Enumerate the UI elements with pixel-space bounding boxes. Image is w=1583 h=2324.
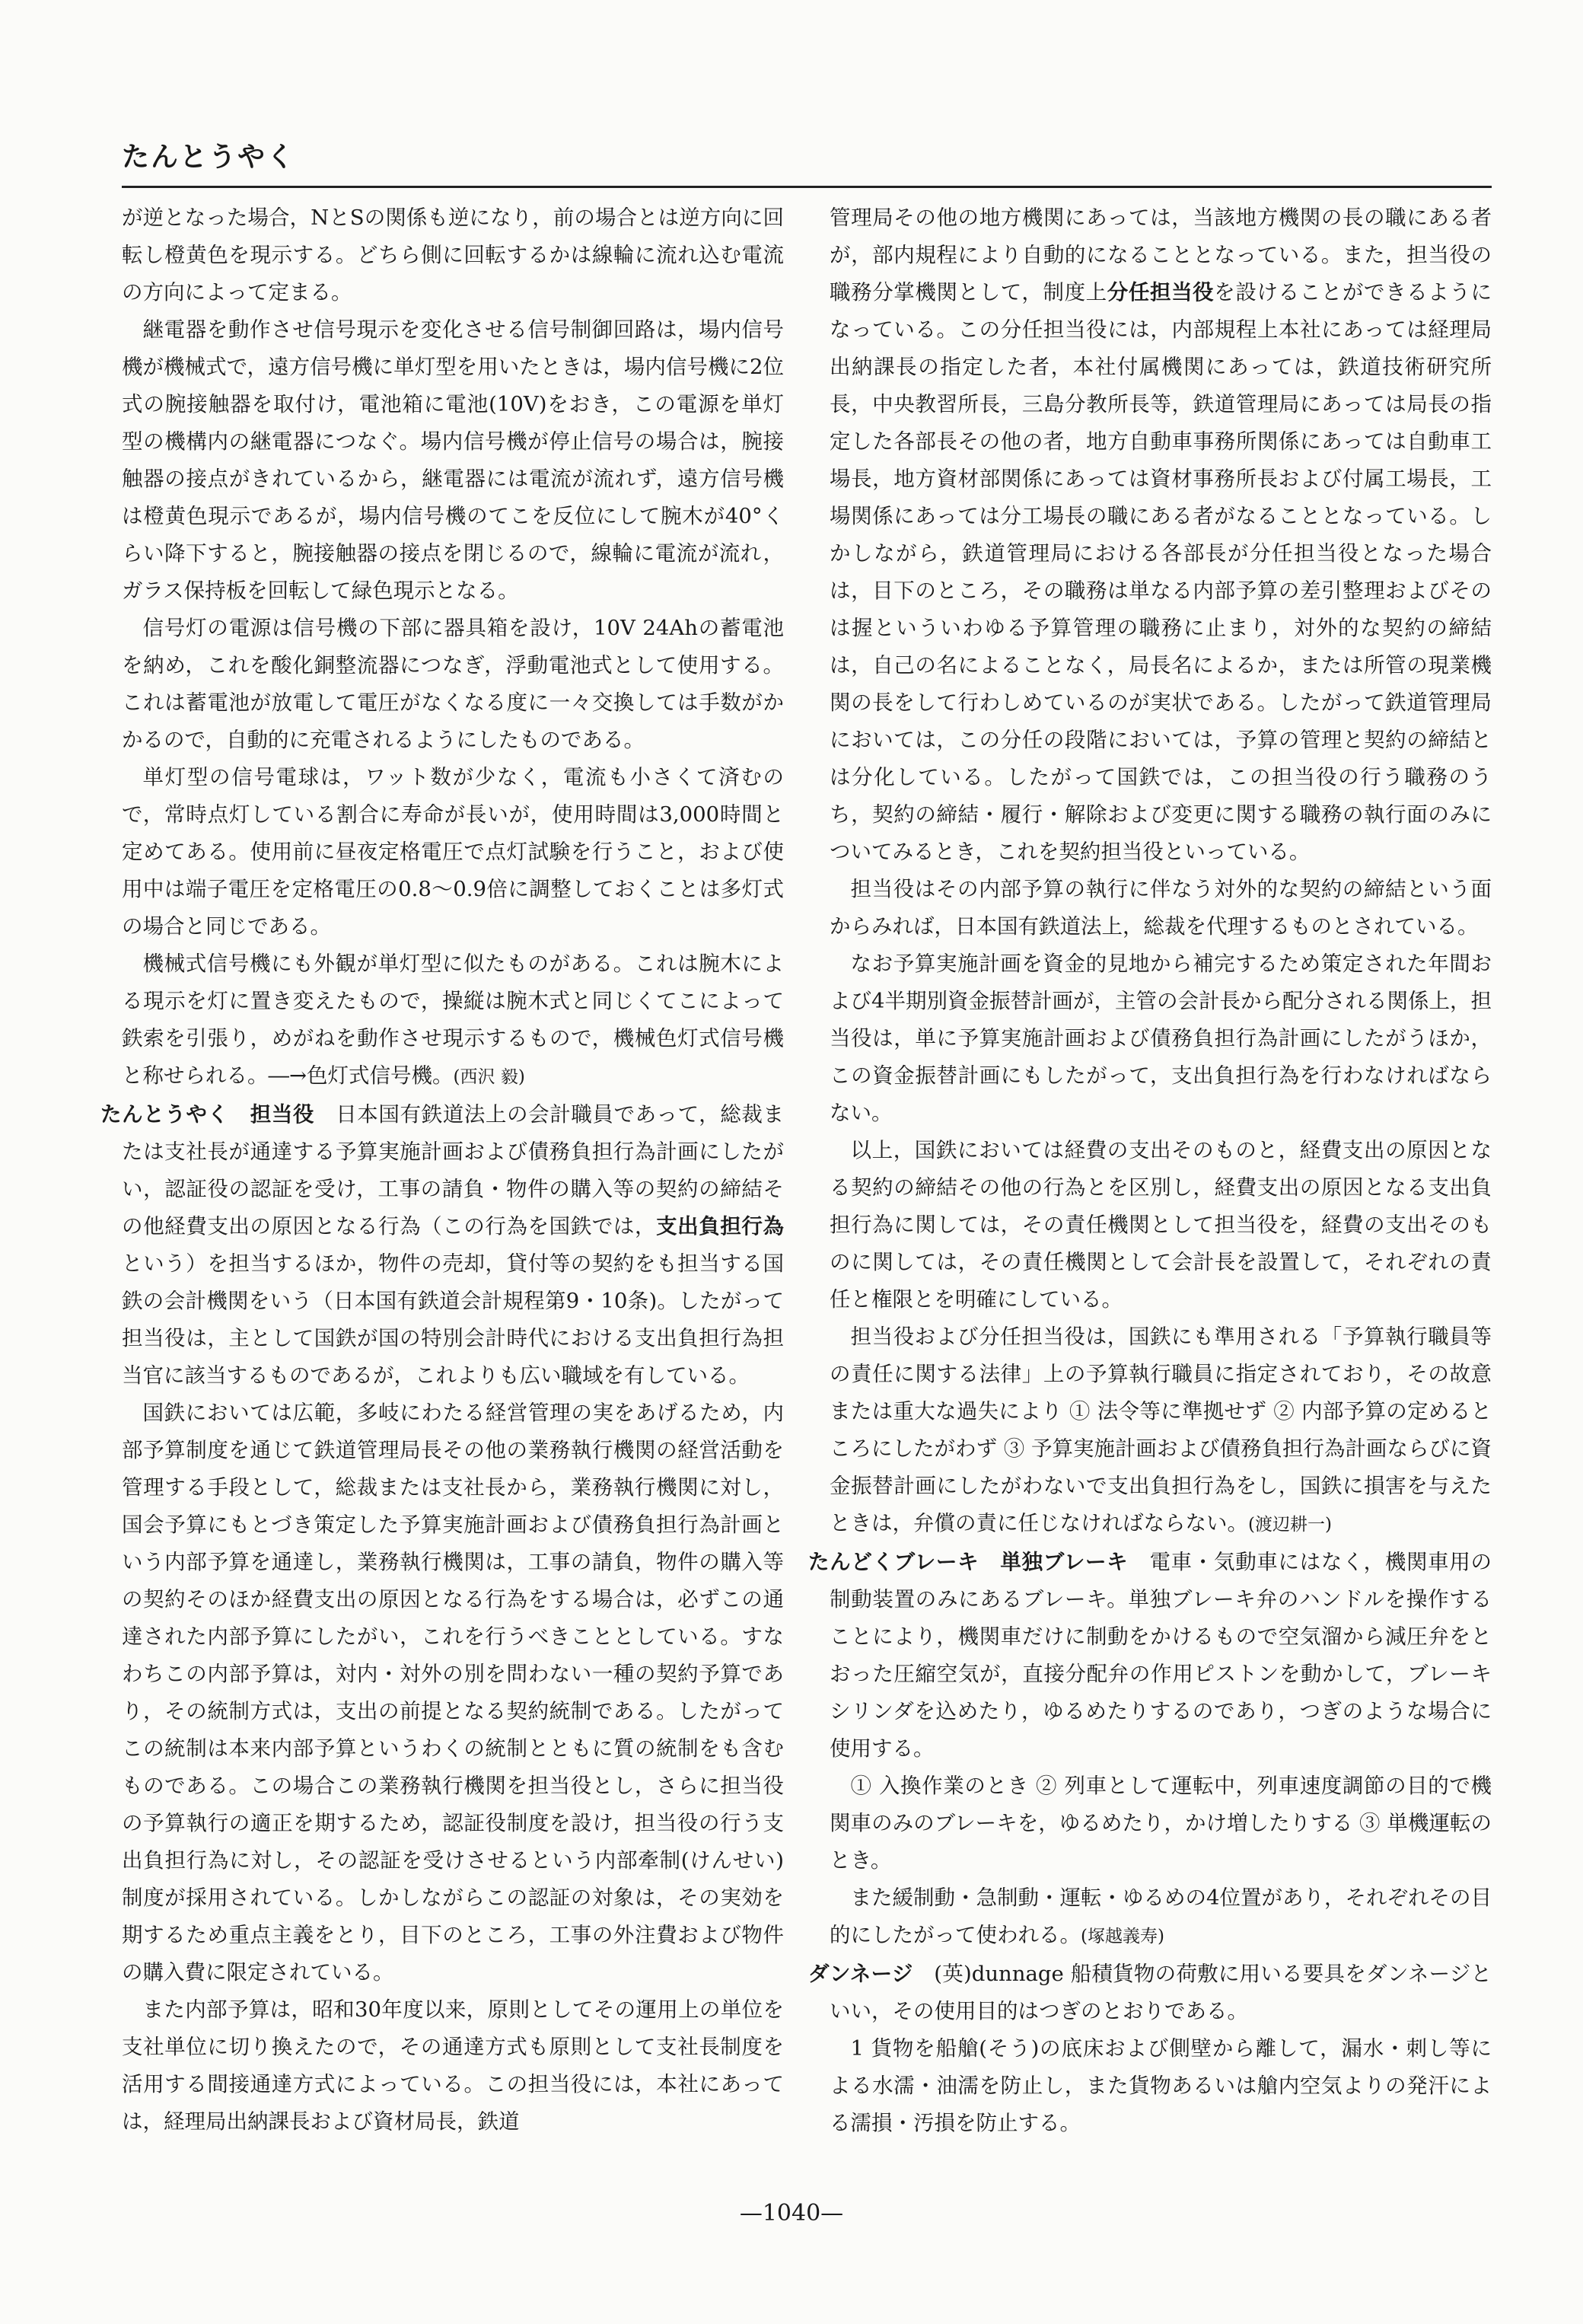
entry-kanji: 担当役 xyxy=(250,1102,315,1127)
paragraph-text: 管理局その他の地方機関にあっては，当該地方機関の長の職にある者が，部内規程により自動的になることとなっている。また，担当役の職務分掌機関として，制度上 xyxy=(830,206,1492,304)
paragraph xyxy=(830,199,1492,871)
paragraph: また内部予算は，昭和30年度以来，原則としてその運用上の単位を支社単位に切り換えたので，その通達方式も原則として支社長制度を活用する間接通達方式によっている。この担当役には，本社にあっては，経理局出納課長および資材局長，鉄道 xyxy=(122,1997,784,2134)
paragraph: 国鉄においては広範，多岐にわたる経営管理の実をあげるため，内部予算制度を通じて鉄道管理局長その他の業務執行機関の経営活動を管理する手段として，総裁または支社長から，業務執行機関に対し，国会予算にもとづき策定した予算実施計画および債務負担行為計画という内部予算を通達し，業務執行機関は，工事の請負，物件の購入等の契約そのほか経費支出の原因となる行為をする場合は，必ずこの通達された内部予算にしたがい，これを行うべきこととしている。すなわちこの内部予算は，対内・対外の別を問わない一種の契約予算であり，その統制方式は，支出の前提となる契約統制である。したがってこの統制は本来内部予算というわくの統制とともに質の統制をも含むものである。この場合この業務執行機関を担当役とし，さらに担当役の予算執行の適正を期するため，認証役制度を設け，担当役の行う支出負担行為に対し，その認証を受けさせるという内部牽制(けんせい)制度が採用されている。しかしながらこの認証の対象は，その実効を期するため重点主義をとり，目下のところ，工事の外注費および物件の購入費に限定されている。 xyxy=(122,1401,784,1984)
paragraph xyxy=(830,1879,1492,1956)
paragraph: ① 入換作業のとき ② 列車として運転中，列車速度調節の目的で機関車のみのブレーキを，ゆるめたり，かけ増したりする ③ 単機運転のとき。 xyxy=(830,1774,1492,1873)
paragraph: 1 貨物を船艙(そう)の底床および側壁から離して，漏水・刺し等による水濡・油濡を防止し，また貨物あるいは艙内空気よりの発汗による濡損・汚損を防止する。 xyxy=(830,2036,1492,2135)
paragraph: 信号灯の電源は信号機の下部に器具箱を設け，10V 24Ahの蓄電池を納め，これを酸化銅整流器につなぎ，浮動電池式として使用する。これは蓄電池が放電して電圧がなくなる度に一々交換しては手数がかかるので，自動的に充電されるようにしたものである。 xyxy=(122,616,784,752)
author-credit: (塚越義寿) xyxy=(1081,1927,1164,1946)
author-credit: (西沢 毅) xyxy=(453,1067,525,1087)
paragraph: 継電器を動作させ信号現示を変化させる信号制御回路は，場内信号機が機械式で，遠方信号機に単灯型を用いたときは，場内信号機に2位式の腕接触器を取付け，電池箱に電池(10V)をおき，この電源を単灯型の機構内の継電器につなぐ。場内信号機が停止信号の場合は，腕接触器の接点がきれているから，継電器には電流が流れず，遠方信号機は橙黄色現示であるが，場内信号機のてこを反位にして腕木が40°くらい降下すると，腕接触器の接点を閉じるので，線輪に電流が流れ，ガラス保持板を回転して緑色現示となる。 xyxy=(122,317,784,603)
page-header xyxy=(122,139,1492,184)
left-column xyxy=(100,199,785,2156)
right-column xyxy=(808,199,1492,2156)
paragraph-text: 日本国有鉄道法上の会計職員であって，総裁または支社長が通達する予算実施計画および債務負担行為計画にしたがい，認証役の認証を受け，工事の請負・物件の購入等の契約の締結その他経費支出の原因となる行為（この行為を国鉄では， xyxy=(122,1102,784,1239)
bold-term: 支出負担行為 xyxy=(656,1214,785,1239)
paragraph: なお予算実施計画を資金的見地から補完するため策定された年間および4半期別資金振替計画が，主管の会計長から配分される関係上，担当役は，単に予算実施計画および債務負担行為計画にしたがうほか，この資金振替計画にもしたがって，支出負担行為を行わなければならない。 xyxy=(830,952,1492,1125)
page-number: —1040— xyxy=(739,2200,844,2227)
running-head: たんとうやく xyxy=(122,142,296,173)
paragraph-text: (英)dunnage 船積貨物の荷敷に用いる要具をダンネージといい，その使用目的はつぎのとおりである。 xyxy=(830,1962,1492,2023)
paragraph: 単灯型の信号電球は，ワット数が少なく，電流も小さくて済むので，常時点灯している割合に寿命が長いが，使用時間は3,000時間と定めてある。使用前に昼夜定格電圧で点灯試験を行うこと，および使用中は端子電圧を定格電圧の0.8～0.9倍に調整しておくことは多灯式の場合と同じである。 xyxy=(122,765,784,939)
paragraph-text: 機械式信号機にも外観が単灯型に似たものがある。これは腕木による現示を灯に置き変えたもので，操縦は腕木式と同じくてこによって鉄索を引張り，めがねを動作させ現示するもので，機械色灯式信号機と称せられる。―→色灯式信号機。 xyxy=(122,952,784,1088)
header-rule xyxy=(122,186,1492,188)
entry-term: たんとうやく xyxy=(100,1102,229,1127)
entry-paragraph xyxy=(100,1096,785,1395)
paragraph xyxy=(830,1318,1492,1544)
entry-paragraph xyxy=(808,1544,1492,1768)
author-credit: (渡辺耕一) xyxy=(1248,1515,1332,1535)
entry-term: ダンネージ xyxy=(808,1962,913,1986)
paragraph: 以上，国鉄においては経費の支出そのものと，経費支出の原因となる契約の締結その他の行為とを区別し，経費支出の原因となる支出負担行為に関しては，その責任機関として担当役を，経費の支出そのものに関しては，その責任機関として会計長を設置して，それぞれの責任と権限とを明確にしている。 xyxy=(830,1138,1492,1312)
paragraph xyxy=(122,945,784,1096)
entry-paragraph xyxy=(808,1956,1492,2030)
paragraph: 担当役はその内部予算の執行に伴なう対外的な契約の締結という面からみれば，日本国有鉄道法上，総裁を代理するものとされている。 xyxy=(830,877,1492,939)
entry-term: たんどくブレーキ xyxy=(808,1550,979,1574)
paragraph-text: 担当役および分任担当役は，国鉄にも準用される「予算執行職員等の責任に関する法律」上の予算執行職員に指定されており，その故意または重大な過失により ① 法令等に準拠せず ② 内部予算の定めるところにしたがわず ③ 予算実施計画および債務負担行為計画ならびに資金振替計画にしたがわないで支出負担行為をし，国鉄に損害を与えたときは，弁償の責に任じなければならない。 xyxy=(830,1325,1492,1535)
entry-kanji: 単独ブレーキ xyxy=(1000,1550,1129,1574)
paragraph-text: という）を担当するほか，物件の売却，貸付等の契約をも担当する国鉄の会計機関をいう（日本国有鉄道会計規程第9・10条)。したがって担当役は，主として国鉄が国の特別会計時代における支出負担行為担当官に該当するものであるが，これよりも広い職域を有している。 xyxy=(122,1251,784,1388)
paragraph-text: また緩制動・急制動・運転・ゆるめの4位置があり，それぞれその目的にしたがって使われる。 xyxy=(830,1886,1492,1947)
paragraph: が逆となった場合，NとSの関係も逆になり，前の場合とは逆方向に回転し橙黄色を現示する。どちら側に回転するかは線輪に流れ込む電流の方向によって定まる。 xyxy=(122,206,784,304)
paragraph-text: 電車・気動車にはなく，機関車用の制動装置のみにあるブレーキ。単独ブレーキ弁のハンドルを操作することにより，機関車だけに制動をかけるもので空気溜から減圧弁をとおった圧縮空気が，直接分配弁の作用ピストンを動かして，ブレーキシリンダを込めたり，ゆるめたりするのであり，つぎのような場合に使用する。 xyxy=(830,1550,1492,1761)
bold-term: 分任担当役 xyxy=(1107,280,1215,304)
paragraph-text: を設けることができるようになっている。この分任担当役には，内部規程上本社にあっては経理局出納課長の指定した者，本社付属機関にあっては，鉄道技術研究所長，中央教習所長，三島分教所長等，鉄道管理局にあっては局長の指定した各部長その他の者，地方自動車事務所関係にあっては自動車工場長，地方資材部関係にあっては資材事務所長および付属工場長，工場関係にあっては分工場長の職にある者がなることとなっている。しかしながら，鉄道管理局における各部長が分任担当役となった場合は，目下のところ，その職務は単なる内部予算の差引整理およびそのは握といういわゆる予算管理の職務に止まり，対外的な契約の締結は，自己の名によることなく，局長名によるか，または所管の現業機関の長をして行わしめているのが実状である。したがって鉄道管理局においては，この分任の段階においては，予算の管理と契約の締結とは分化している。したがって国鉄では，この担当役の行う職務のうち，契約の締結・履行・解除および変更に関する職務の執行面のみについてみるとき，これを契約担当役といっている。 xyxy=(830,280,1492,864)
